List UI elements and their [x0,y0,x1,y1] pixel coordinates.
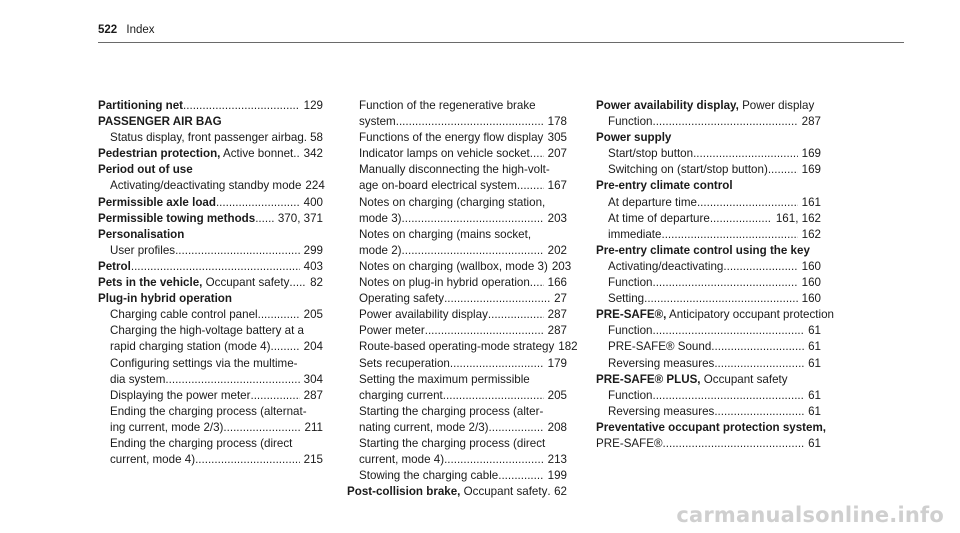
page-number: 522 [98,24,118,36]
entry-text: Stowing the charging cable [359,469,499,483]
index-entry [347,356,567,372]
index-entry [596,436,821,452]
entry-heading: Pre-entry climate control [596,179,733,193]
entry-continuation: Function of the regenerative brake [359,99,536,112]
page-ref: 208 [547,420,567,434]
entry-text: Indicator lamps on vehicle socket [359,147,530,161]
index-entry [596,162,821,178]
entry-text: Charging cable control panel [110,308,258,322]
index-entry [347,211,567,227]
index-heading [596,130,821,146]
page-ref: 182 [558,340,578,354]
page-ref: 27 [554,292,567,306]
entry-text: Setting [608,292,645,306]
index-entry [347,420,567,436]
index-entry [596,114,821,130]
entry-heading: Pets in the vehicle, [98,276,203,290]
index-entry [596,404,821,420]
index-heading [596,307,834,323]
leader-dots [530,275,544,291]
entry-text: Power availability display [359,308,488,322]
index-heading [596,98,821,114]
index-heading [596,420,827,436]
entry-text: Displaying the power meter [110,388,251,402]
entry-heading: Petrol [98,259,131,273]
leader-dots [270,339,299,355]
index-entry [596,356,821,372]
index-entry [98,452,323,468]
index-entry [98,130,323,146]
index-entry [98,259,323,275]
entry-text: Activating/deactivating standby mode [110,179,302,193]
entry-continuation: Setting the maximum permissible [359,372,530,386]
index-column-2 [347,98,578,500]
page-ref: 299 [303,243,323,257]
entry-heading: Pedestrian protection, [98,147,221,161]
index-column-3 [596,98,834,452]
entry-text: current, mode 4) [359,453,445,467]
page-ref: 211 [304,420,323,434]
entry-continuation: Notes on charging (mains socket, [359,227,532,241]
index-entry [98,195,323,211]
page-ref: 166 [547,276,567,290]
entry-text: immediate [608,227,662,241]
page-ref: 205 [547,388,567,402]
entry-heading: PRE-SAFE® PLUS, [596,372,701,386]
leader-dots [444,291,550,307]
entry-heading: Power availability display, [596,99,739,112]
page-ref: 207 [547,147,567,161]
index-heading [98,227,323,243]
index-entry [98,243,323,259]
index-entry [596,227,821,243]
page-ref: 129 [303,99,323,112]
leader-dots [768,162,798,178]
index-entry [98,372,323,388]
page-ref: 287 [547,308,567,322]
page-ref: 61 [808,436,821,450]
leader-dots [131,259,300,275]
entry-heading: Preventative occupant protection system, [596,420,827,434]
entry-text [98,98,183,114]
leader-dots [443,388,544,404]
index-entry [596,388,821,404]
page-ref: 400 [303,195,323,209]
entry-continuation: Charging the high-voltage battery at a [110,324,304,338]
index-entry [347,130,567,146]
leader-dots [396,114,544,130]
leader-dots [517,178,544,194]
entry-heading: Power supply [596,131,672,145]
entry-text: Sets recuperation [359,356,450,370]
leader-dots [652,114,797,130]
entry-subject: Power display [742,99,815,112]
entry-text: mode 3) [359,211,402,225]
entry-text: Status display, front passenger airbag [110,131,304,145]
leader-dots [250,388,299,404]
entry-text: mode 2) [359,243,402,257]
leader-dots [175,243,300,259]
index-entry [596,323,821,339]
page-ref: 287 [547,324,567,338]
entry-text: Route-based operating-mode strategy [359,340,555,354]
leader-dots [402,243,544,259]
leader-dots [693,146,798,162]
page-ref: 169 [801,163,821,177]
leader-dots [663,436,805,452]
index-entry [98,275,323,291]
leader-dots [223,420,300,436]
entry-subject: Occupant safety [205,276,290,290]
entry-text: Function [608,276,653,290]
entry-text: system [359,115,396,129]
page-ref: 179 [547,356,567,370]
entry-text [98,259,131,275]
leader-dots [183,98,300,114]
entry-text: charging current [359,388,443,402]
entry-text: At departure time [608,195,697,209]
page-header [98,24,155,36]
index-entry [596,339,821,355]
page-ref: 160 [801,259,821,273]
index-entry [347,388,567,404]
index-entry [347,291,567,307]
entry-heading: Period out of use [98,163,193,177]
leader-dots [289,275,306,291]
page-ref: 287 [801,115,821,129]
page-ref: 82 [310,276,323,290]
leader-dots [258,307,300,323]
entry-text [98,146,293,162]
entry-text: PRE-SAFE® Sound [608,340,712,354]
index-heading [596,372,821,388]
entry-heading: Permissible towing methods [98,211,256,225]
index-entry [596,259,821,275]
page-ref: 304 [303,372,323,386]
entry-text: rapid charging station (mode 4) [110,340,271,354]
page-ref: 167 [547,179,567,193]
entry-text: Activating/deactivating [608,259,724,273]
leader-dots [714,356,804,372]
entry-text: Function [608,115,653,129]
leader-dots [488,307,544,323]
entry-text: PRE-SAFE® [596,436,663,450]
index-entry [98,98,323,114]
index-entry [347,484,567,500]
page-ref: 61 [808,388,821,402]
index-column-1 [98,98,323,468]
entry-text: age on-board electrical system [359,179,517,193]
page-ref: 305 [547,131,567,145]
entry-continuation: Starting the charging process (alter- [359,404,544,418]
page-ref: 61 [808,340,821,354]
page-ref: 224 [305,179,325,193]
index-entry [347,178,567,194]
entry-text: Function [608,388,653,402]
entry-heading: PRE-SAFE®, [596,308,667,322]
page-ref: 61 [808,356,821,370]
index-entry [98,339,323,355]
header-divider [98,42,904,43]
entry-text: At time of departure [608,211,710,225]
page-ref: 169 [801,147,821,161]
entry-text: ing current, mode 2/3) [110,420,224,434]
index-entry [347,114,567,130]
page-ref: 202 [547,243,567,257]
entry-heading: Personalisation [98,227,185,241]
entry-text [98,195,216,211]
index-entry [596,211,821,227]
watermark: carmanualsonline.info [676,503,944,527]
index-heading [98,162,323,178]
entry-text: Reversing measures [608,404,715,418]
entry-text: current, mode 4) [110,453,196,467]
page-ref: 204 [303,340,323,354]
index-heading [596,178,821,194]
entry-text: User profiles [110,243,176,257]
index-entry [347,452,567,468]
index-entry [596,275,821,291]
index-entry [347,259,572,275]
leader-dots [714,404,804,420]
entry-text: Notes on charging (wallbox, mode 3) [359,259,548,273]
leader-dots [661,227,797,243]
index-entry [98,178,323,194]
entry-heading: Plug-in hybrid operation [98,292,232,306]
leader-dots [711,339,804,355]
entry-heading: Permissible axle load [98,195,216,209]
leader-dots [402,211,544,227]
entry-text: Reversing measures [608,356,715,370]
leader-dots [216,195,300,211]
entry-heading: Partitioning net [98,99,184,112]
index-entry [98,420,323,436]
page-ref: 370, 371 [277,211,323,225]
index-entry [98,307,323,323]
leader-dots [644,291,798,307]
leader-dots [195,452,300,468]
index-entry [347,468,567,484]
index-entry [596,291,821,307]
page-ref: 61 [808,324,821,338]
page-ref: 161, 162 [775,211,821,225]
entry-heading: Post-collision brake, [347,485,461,499]
page-ref: 205 [303,308,323,322]
index-entry [596,195,821,211]
leader-dots [255,211,274,227]
index-entry [347,243,567,259]
index-entry [98,388,323,404]
entry-continuation: Configuring settings via the multime- [110,356,298,370]
page-ref: 199 [547,469,567,483]
entry-subject: Anticipatory occupant protection [668,308,834,322]
leader-dots [165,372,299,388]
leader-dots [498,468,543,484]
page-ref: 162 [801,227,821,241]
entry-text: nating current, mode 2/3) [359,420,489,434]
index-entry [596,146,821,162]
page-ref: 403 [303,259,323,273]
index-heading [98,114,323,130]
entry-text: Notes on plug-in hybrid operation [359,276,530,290]
entry-text: Start/stop button [608,147,694,161]
page-ref: 62 [554,485,567,499]
entry-text [347,484,547,500]
page-ref: 287 [303,388,323,402]
page-ref: 160 [801,292,821,306]
index-entry [98,211,323,227]
entry-subject: Active bonnet [223,147,294,161]
page-ref: 161 [801,195,821,209]
leader-dots [450,356,544,372]
entry-text: Operating safety [359,292,445,306]
index-entry [347,146,567,162]
entry-text [98,211,255,227]
page-ref: 61 [808,404,821,418]
entry-text: Switching on (start/stop button) [608,163,768,177]
entry-text: dia system [110,372,166,386]
leader-dots [489,420,544,436]
leader-dots [697,195,798,211]
index-entry [347,323,567,339]
leader-dots [444,452,544,468]
index-entry [347,339,578,355]
entry-continuation: Starting the charging process (direct [359,436,546,450]
page-ref: 213 [547,453,567,467]
page-ref: 203 [547,211,567,225]
leader-dots [425,323,544,339]
entry-continuation: Ending the charging process (direct [110,436,293,450]
entry-subject: Occupant safety [703,372,788,386]
index-heading [596,243,821,259]
leader-dots [652,388,804,404]
entry-continuation: Manually disconnecting the high-volt- [359,163,550,177]
entry-text [98,275,289,291]
index-entry [347,275,567,291]
entry-text: Power meter [359,324,425,338]
entry-text: Function [608,324,653,338]
page-ref: 58 [310,131,323,145]
page-ref: 203 [551,259,572,273]
page-ref: 342 [303,147,323,161]
leader-dots [710,211,772,227]
entry-continuation: Ending the charging process (alternat- [110,404,307,418]
entry-text: Functions of the energy flow display [359,131,544,145]
leader-dots [652,323,804,339]
page-ref: 215 [303,453,323,467]
section-title: Index [126,24,155,36]
leader-dots [530,146,544,162]
entry-subject: Occupant safety [463,485,548,499]
index-heading [98,291,323,307]
index-entry [98,146,323,162]
entry-heading: Pre-entry climate control using the key [596,243,810,257]
entry-continuation: Notes on charging (charging station, [359,195,546,209]
leader-dots [652,275,797,291]
entry-heading: PASSENGER AIR BAG [98,115,222,129]
index-entry [347,307,567,323]
page-ref: 178 [547,115,567,129]
leader-dots [723,259,797,275]
page-ref: 160 [801,276,821,290]
